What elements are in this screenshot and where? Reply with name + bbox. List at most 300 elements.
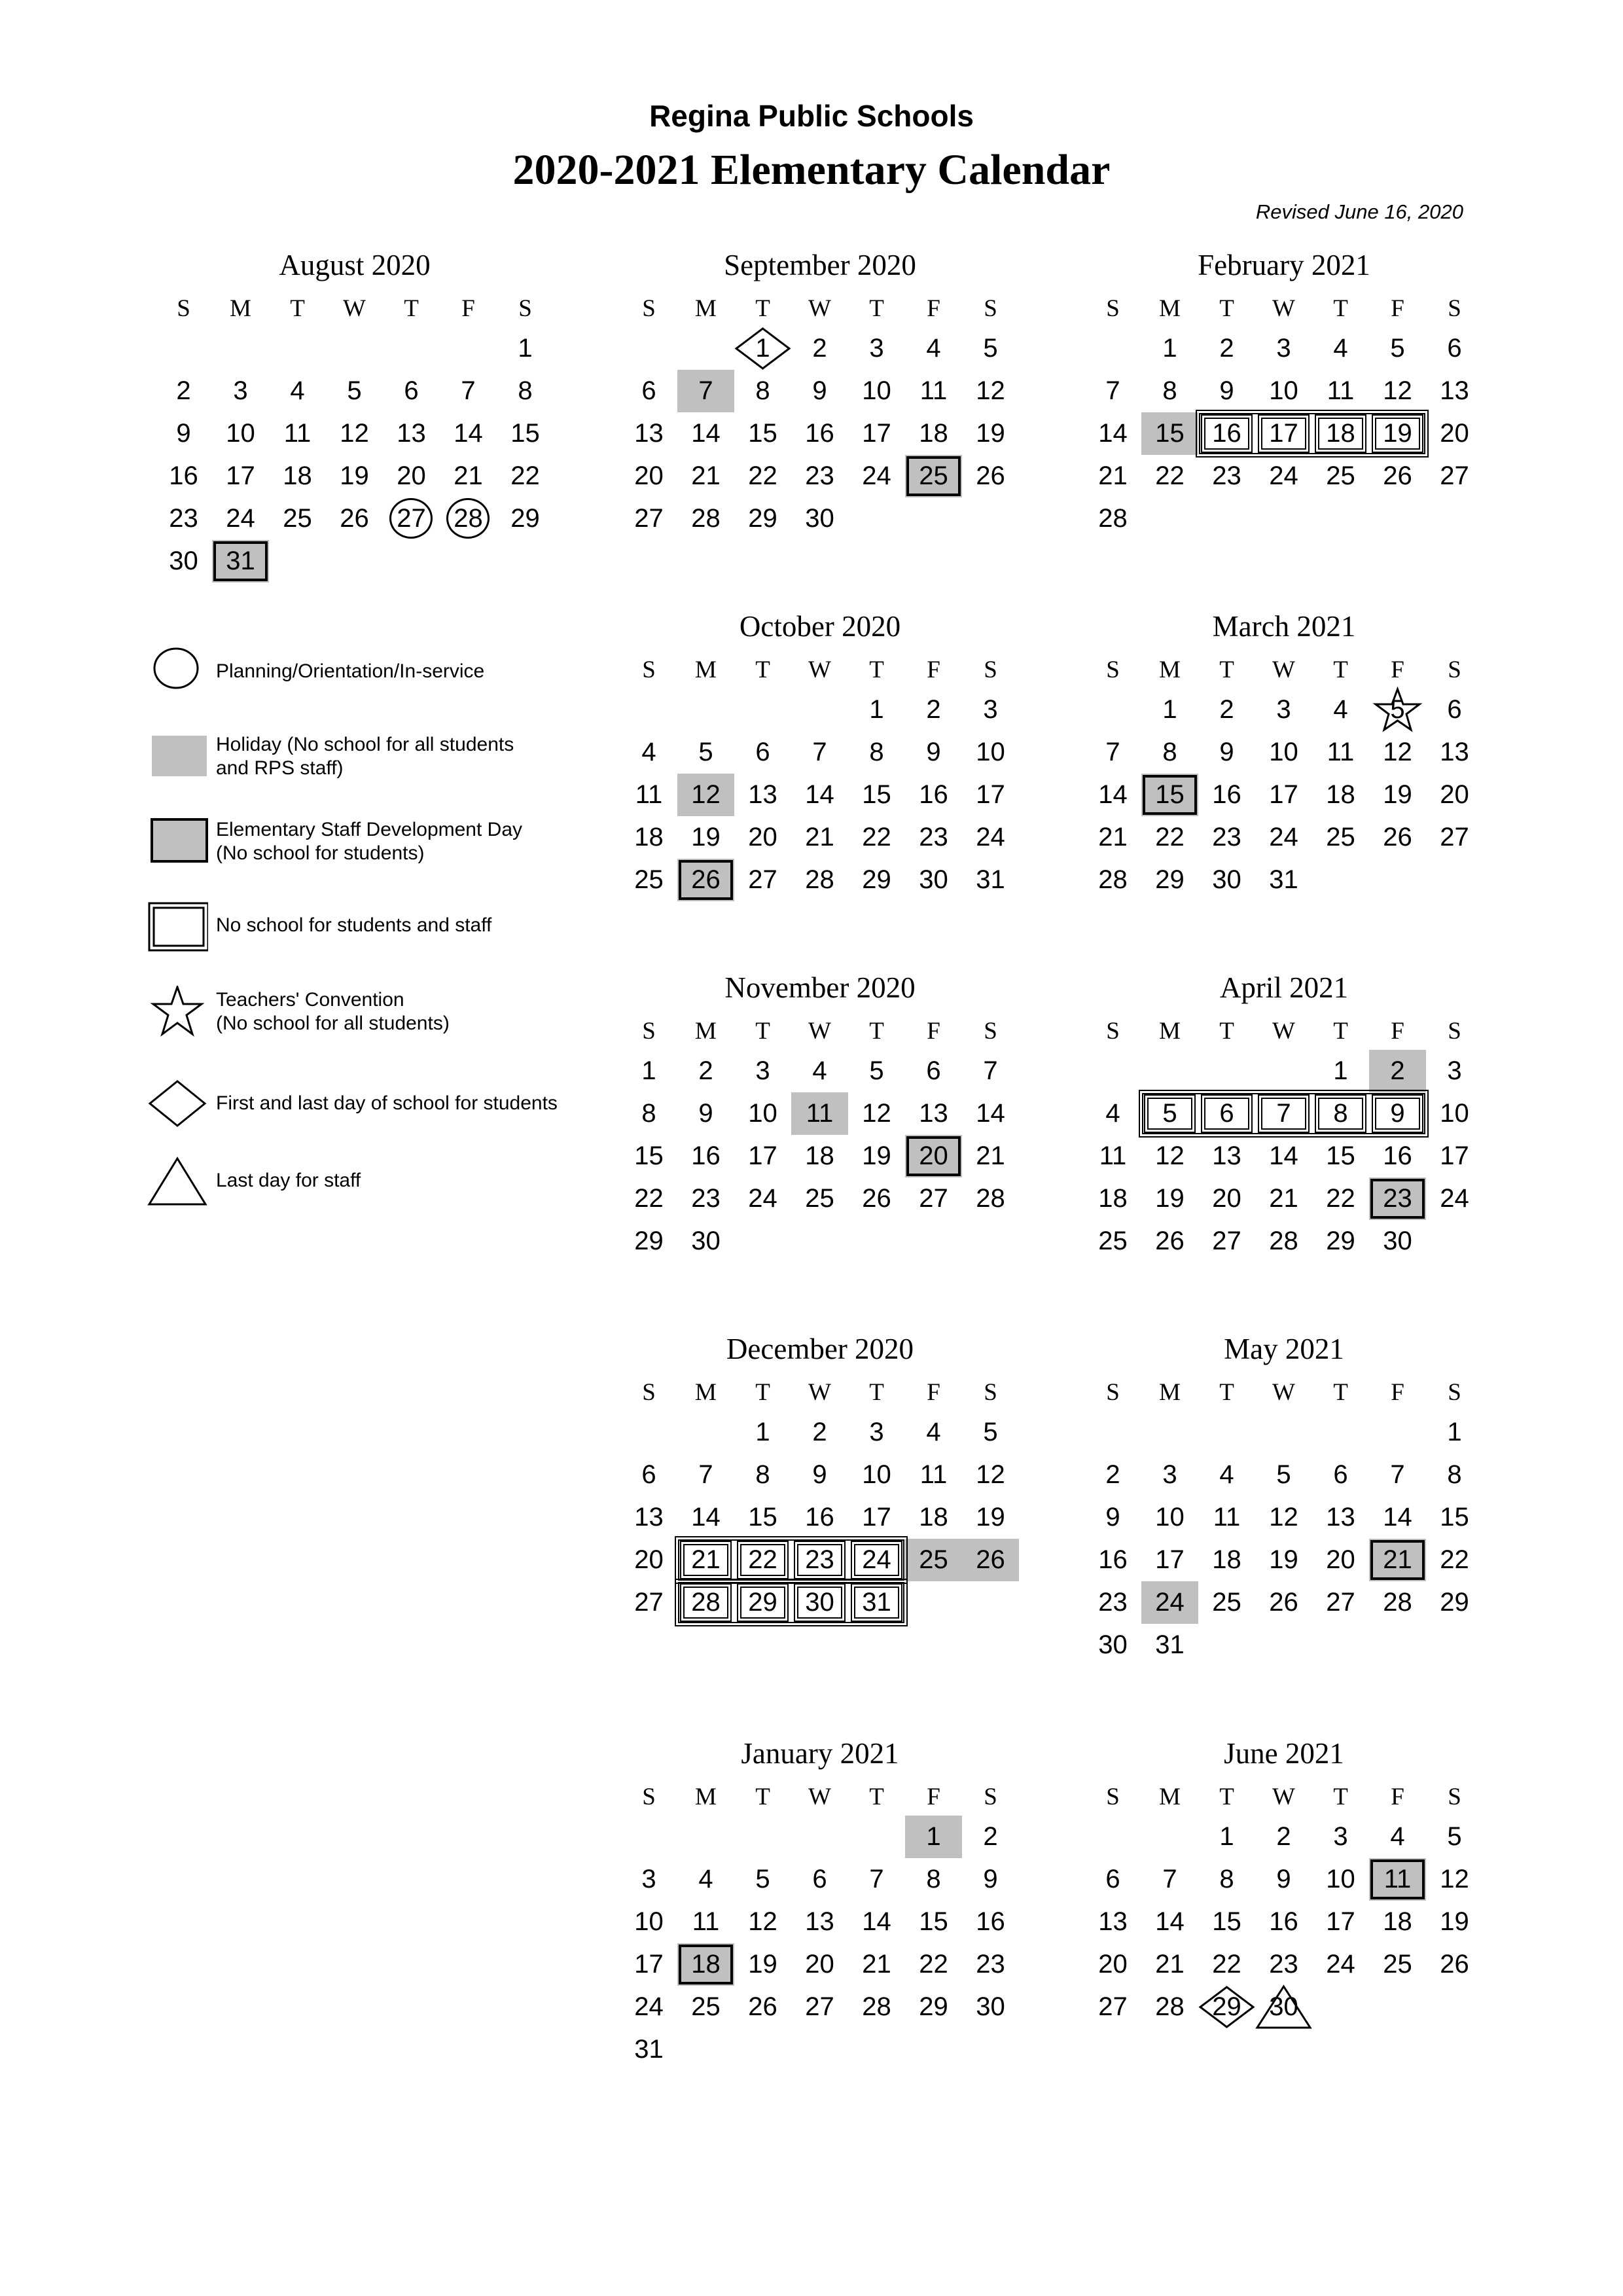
day-number: 15 [748,1503,777,1532]
day-number: 12 [340,419,369,448]
day-cell-school-day [791,859,848,901]
day-number: 1 [926,1822,941,1851]
weekday-header: S [1106,1784,1120,1810]
day-number: 16 [919,780,948,809]
day-cell-school-day [1369,1581,1426,1624]
day-cell-school-day [677,412,734,455]
day-number: 7 [1105,738,1120,766]
day-cell-school-day [1084,1624,1141,1666]
day-cell-school-day [212,455,269,497]
weekday-header: M [230,295,251,322]
day-number: 30 [919,865,948,894]
day-cell-school-day [1198,731,1255,774]
day-cell-school-day [1369,370,1426,412]
day-number: 6 [404,376,419,405]
day-number: 24 [1440,1184,1469,1213]
day-number: 15 [919,1907,948,1936]
weekday-header: T [1219,1784,1234,1810]
day-number: 20 [1212,1184,1241,1213]
day-number: 15 [862,780,891,809]
day-cell-school-day [1198,1177,1255,1220]
day-number: 28 [1098,865,1128,894]
day-cell-school-day [848,1135,905,1177]
weekday-header: T [1333,295,1348,322]
day-number: 3 [1162,1460,1177,1489]
day-cell-school-day [962,689,1019,731]
day-number: 6 [1333,1460,1348,1489]
day-cell-school-day [1426,1581,1483,1624]
day-cell-school-day [1255,1986,1312,2028]
weekday-header: S [1448,1379,1461,1406]
weekday-header: S [177,295,190,322]
day-number: 25 [1098,1227,1128,1255]
day-number: 6 [1447,695,1462,724]
day-cell-school-day [1255,1581,1312,1624]
day-number: 13 [919,1099,948,1128]
day-cell-school-day [1141,327,1198,370]
day-cell-school-day [1141,859,1198,901]
day-cell-no-school-day [1198,1092,1255,1135]
day-cell-school-day [1198,1943,1255,1986]
day-cell-school-day [1426,689,1483,731]
day-number: 23 [1098,1588,1128,1617]
day-cell-school-day [1141,1624,1198,1666]
weekday-header: S [642,656,656,683]
weekday-header: W [1272,1379,1295,1406]
day-cell-school-day [1198,1581,1255,1624]
day-cell-school-day [1312,1496,1369,1539]
day-number: 22 [862,823,891,852]
day-cell-school-day [734,497,791,540]
day-cell-school-day [734,412,791,455]
day-number: 19 [976,419,1005,448]
day-number: 7 [698,376,713,405]
day-cell-school-day [620,1858,677,1901]
day-number: 31 [976,865,1005,894]
day-cell-school-day [905,1901,962,1943]
weekday-header: S [1448,295,1461,322]
day-number: 3 [1447,1056,1462,1085]
weekday-header: M [1159,656,1181,683]
day-number: 25 [634,865,664,894]
day-number: 13 [1326,1503,1355,1532]
weekday-header: S [984,1784,997,1810]
day-cell-school-day [848,1496,905,1539]
day-number: 5 [869,1056,884,1085]
day-number: 21 [691,461,721,490]
day-number: 15 [748,419,777,448]
day-cell-school-day [905,816,962,859]
day-number: 6 [1219,1099,1234,1128]
day-cell-school-day [848,455,905,497]
day-number: 30 [1098,1630,1128,1659]
day-number: 23 [805,1545,834,1574]
day-number: 13 [634,419,664,448]
day-number: 12 [1383,376,1412,405]
day-cell-school-day [1198,455,1255,497]
day-number: 21 [1155,1950,1185,1979]
day-cell-staff-development-day [677,1943,734,1986]
day-number: 2 [1105,1460,1120,1489]
weekday-header: T [869,295,884,322]
day-number: 28 [454,504,483,533]
weekday-header: T [869,1379,884,1406]
day-number: 16 [691,1141,721,1170]
day-number: 24 [1326,1950,1355,1979]
day-number: 19 [1269,1545,1298,1574]
weekday-header: T [755,1784,770,1810]
day-number: 17 [1440,1141,1469,1170]
day-number: 17 [748,1141,777,1170]
day-cell-school-day [962,327,1019,370]
day-number: 16 [1212,419,1241,448]
day-cell-school-day [1312,327,1369,370]
day-cell-school-day [1426,1050,1483,1092]
day-cell-school-day [962,1496,1019,1539]
day-number: 30 [805,1588,834,1617]
day-cell-holiday [677,370,734,412]
day-number: 7 [1105,376,1120,405]
day-cell-school-day [962,412,1019,455]
day-number: 12 [748,1907,777,1936]
day-number: 12 [862,1099,891,1128]
day-cell-school-day [155,455,212,497]
day-cell-school-day [1426,1092,1483,1135]
day-cell-staff-development-day [1369,1539,1426,1581]
day-cell-school-day [962,774,1019,816]
day-cell-school-day [1426,1901,1483,1943]
day-cell-school-day [791,1177,848,1220]
weekday-header: W [808,295,831,322]
day-cell-school-day [1312,774,1369,816]
day-number: 5 [1276,1460,1291,1489]
day-cell-school-day [1312,816,1369,859]
day-number: 18 [805,1141,834,1170]
day-cell-school-day [848,689,905,731]
day-cell-school-day [1084,1135,1141,1177]
weekday-header: S [642,1379,656,1406]
day-number: 13 [1098,1907,1128,1936]
day-cell-school-day [1084,1496,1141,1539]
day-cell-school-day [848,1454,905,1496]
day-number: 24 [976,823,1005,852]
weekday-header: S [1106,1018,1120,1045]
day-number: 26 [976,461,1005,490]
day-number: 10 [748,1099,777,1128]
day-cell-school-day [791,1496,848,1539]
day-number: 23 [1269,1950,1298,1979]
legend-label: Planning/Orientation/In-service [216,660,485,682]
weekday-header: T [869,1784,884,1810]
star-icon [147,986,208,1038]
day-number: 14 [805,780,834,809]
day-number: 8 [1162,376,1177,405]
outlined-gray-box-icon [147,816,208,868]
day-cell-school-day [326,412,383,455]
day-cell-school-day [848,774,905,816]
weekday-header: M [1159,1784,1181,1810]
day-cell-school-day [1084,1986,1141,2028]
day-number: 1 [518,334,533,363]
day-cell-school-day [1141,1539,1198,1581]
day-number: 20 [919,1141,948,1170]
day-number: 14 [1098,780,1128,809]
day-cell-school-day [155,370,212,412]
day-cell-school-day [212,412,269,455]
day-number: 30 [976,1992,1005,2021]
day-number: 11 [1327,376,1355,405]
day-number: 29 [510,504,540,533]
day-number: 17 [1269,780,1298,809]
day-cell-school-day [962,1901,1019,1943]
day-number: 28 [691,1588,721,1617]
day-number: 24 [226,504,255,533]
day-number: 6 [641,376,656,405]
weekday-header: W [808,656,831,683]
day-cell-school-day [1141,1901,1198,1943]
weekday-header: W [808,1018,831,1045]
month-title: October 2020 [739,610,901,643]
legend-label: Teachers' Convention (No school for all students) [216,989,450,1034]
day-number: 15 [1155,419,1185,448]
day-number: 5 [755,1865,770,1893]
day-cell-school-day [1312,1943,1369,1986]
day-number: 27 [634,504,664,533]
day-cell-school-day [962,1858,1019,1901]
day-number: 20 [397,461,426,490]
month-title: January 2021 [741,1737,899,1770]
weekday-header: T [1333,656,1348,683]
day-cell-school-day [848,1986,905,2028]
day-cell-school-day [905,689,962,731]
day-cell-school-day [905,1092,962,1135]
day-cell-no-school-day [791,1581,848,1624]
day-cell-school-day [791,1050,848,1092]
day-number: 27 [805,1992,834,2021]
legend-label: Elementary Staff Development Day (No school for students) [216,819,523,864]
day-number: 26 [748,1992,777,2021]
weekday-header: F [1391,1784,1404,1810]
day-cell-school-day [326,455,383,497]
day-cell-no-school-day [734,1539,791,1581]
day-number: 18 [1326,419,1355,448]
day-cell-school-day [1426,1177,1483,1220]
day-cell-school-day [734,370,791,412]
weekday-header: T [1219,1379,1234,1406]
legend-label: Holiday (No school for all students and RPS staff) [216,734,514,779]
day-number: 8 [755,1460,770,1489]
day-number: 19 [748,1950,777,1979]
day-cell-school-day [1255,1858,1312,1901]
day-number: 4 [1333,334,1348,363]
day-number: 10 [862,1460,891,1489]
day-number: 5 [347,376,362,405]
day-number: 11 [283,419,312,448]
day-number: 6 [641,1460,656,1489]
day-cell-school-day [326,497,383,540]
weekday-header: T [869,1018,884,1045]
weekday-header: S [518,295,532,322]
day-cell-school-day [1198,1135,1255,1177]
legend-label: No school for students and staff [216,914,492,936]
day-cell-school-day [620,412,677,455]
month-title: December 2020 [726,1333,914,1365]
day-number: 25 [919,461,948,490]
day-number: 10 [226,419,255,448]
day-cell-school-day [1255,455,1312,497]
day-number: 8 [1219,1865,1234,1893]
day-number: 25 [1212,1588,1241,1617]
day-number: 14 [691,419,721,448]
day-cell-school-day [1255,1454,1312,1496]
day-number: 15 [1440,1503,1469,1532]
day-cell-school-day [734,1986,791,2028]
day-cell-school-day [1255,1135,1312,1177]
day-number: 16 [976,1907,1005,1936]
day-number: 23 [1212,461,1241,490]
day-number: 11 [919,376,948,405]
day-number: 9 [812,376,827,405]
day-cell-school-day [1141,1135,1198,1177]
day-number: 24 [1269,461,1298,490]
day-number: 26 [1269,1588,1298,1617]
day-cell-school-day [155,412,212,455]
weekday-header: T [1333,1784,1348,1810]
month-title: March 2021 [1212,610,1356,643]
day-number: 27 [1440,461,1469,490]
day-cell-school-day [905,1411,962,1454]
weekday-header: S [1106,1379,1120,1406]
day-cell-school-day [1426,1943,1483,1986]
day-number: 22 [919,1950,948,1979]
day-cell-holiday [1369,1050,1426,1092]
day-cell-school-day [620,1220,677,1263]
day-cell-school-day [962,1986,1019,2028]
day-cell-school-day [962,1454,1019,1496]
day-number: 31 [634,2035,664,2064]
day-cell-school-day [1312,1454,1369,1496]
day-number: 19 [1383,419,1412,448]
day-cell-school-day [791,327,848,370]
day-number: 9 [1219,376,1234,405]
day-cell-school-day [677,455,734,497]
day-number: 7 [812,738,827,766]
day-cell-school-day [212,497,269,540]
day-cell-school-day [1198,1539,1255,1581]
day-cell-school-day [1426,1135,1483,1177]
day-cell-planning-day [440,497,497,540]
day-number: 22 [1212,1950,1241,1979]
day-cell-school-day [905,859,962,901]
day-cell-school-day [962,1092,1019,1135]
day-cell-school-day [1084,1943,1141,1986]
day-cell-school-day [1084,731,1141,774]
day-cell-holiday [905,1539,962,1581]
organization-name: Regina Public Schools [649,99,974,133]
day-cell-school-day [1369,1901,1426,1943]
day-cell-school-day [1141,1496,1198,1539]
weekday-header: S [984,656,997,683]
day-cell-school-day [1141,1177,1198,1220]
day-cell-school-day [1084,497,1141,540]
day-number: 29 [1326,1227,1355,1255]
day-number: 19 [1440,1907,1469,1936]
weekday-header: W [343,295,366,322]
day-cell-school-day [1198,1454,1255,1496]
day-number: 31 [1269,865,1298,894]
day-number: 28 [1155,1992,1185,2021]
day-cell-school-day [962,1177,1019,1220]
day-cell-school-day [734,1411,791,1454]
day-number: 2 [1276,1822,1291,1851]
day-number: 19 [862,1141,891,1170]
day-cell-school-day [1426,1454,1483,1496]
day-number: 13 [634,1503,664,1532]
day-number: 16 [805,419,834,448]
day-cell-school-day [1426,731,1483,774]
day-cell-school-day [269,497,326,540]
day-number: 21 [1383,1545,1412,1574]
day-number: 6 [1447,334,1462,363]
day-cell-school-day [962,1411,1019,1454]
day-cell-school-day [1426,774,1483,816]
day-cell-school-day [848,327,905,370]
day-number: 9 [983,1865,998,1893]
weekday-header: S [642,295,656,322]
day-number: 3 [869,1418,884,1446]
day-number: 26 [340,504,369,533]
day-number: 3 [233,376,248,405]
day-cell-school-day [791,1858,848,1901]
day-number: 27 [1212,1227,1241,1255]
page-title: 2020-2021 Elementary Calendar [512,146,1111,194]
day-number: 7 [461,376,476,405]
day-number: 17 [862,1503,891,1532]
day-cell-school-day [155,497,212,540]
day-cell-school-day [1312,370,1369,412]
day-cell-school-day [1255,1901,1312,1943]
day-cell-school-day [962,816,1019,859]
day-cell-school-day [1084,816,1141,859]
day-number: 9 [1105,1503,1120,1532]
day-number: 15 [1326,1141,1355,1170]
day-cell-school-day [677,497,734,540]
day-cell-school-day [1255,327,1312,370]
day-number: 18 [634,823,664,852]
day-cell-school-day [848,1943,905,1986]
day-number: 18 [919,419,948,448]
day-cell-school-day [1369,1496,1426,1539]
weekday-header: T [755,295,770,322]
day-cell-staff-development-day [1369,1177,1426,1220]
day-number: 24 [1269,823,1298,852]
day-cell-staff-development-day [1369,1858,1426,1901]
day-number: 2 [983,1822,998,1851]
day-cell-school-day [1141,370,1198,412]
day-number: 9 [1390,1099,1405,1128]
day-cell-school-day [1426,327,1483,370]
day-cell-school-day [1255,1539,1312,1581]
day-cell-school-day [962,731,1019,774]
day-number: 30 [169,547,198,575]
weekday-header: M [695,1018,717,1045]
day-number: 28 [862,1992,891,2021]
day-number: 5 [1390,695,1405,724]
day-number: 5 [698,738,713,766]
day-number: 29 [1155,865,1185,894]
weekday-header: W [1272,295,1295,322]
day-number: 18 [1326,780,1355,809]
